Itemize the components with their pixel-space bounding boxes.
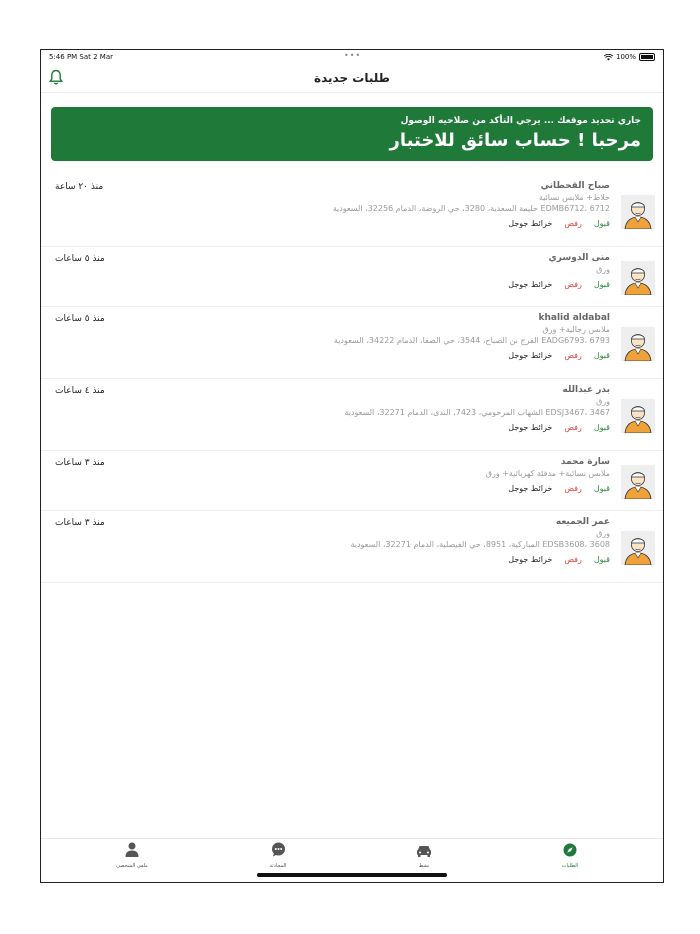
battery-percent: 100% — [615, 53, 636, 61]
reject-button[interactable]: رفض — [564, 555, 582, 564]
accept-button[interactable]: قبول — [593, 555, 610, 564]
order-info — [333, 180, 610, 228]
accept-button[interactable]: قبول — [593, 219, 610, 228]
tablet-screen — [40, 49, 664, 883]
avatar — [621, 465, 655, 499]
avatar — [621, 399, 655, 433]
accept-button[interactable]: قبول — [593, 423, 610, 432]
order-actions — [334, 351, 610, 360]
wifi-icon — [604, 54, 613, 61]
order-row[interactable] — [41, 379, 663, 451]
order-row[interactable] — [41, 247, 663, 307]
order-actions — [350, 555, 610, 564]
order-time: منذ ٣ ساعات — [55, 458, 105, 468]
order-row[interactable] — [41, 451, 663, 511]
order-time: منذ ٥ ساعات — [55, 314, 105, 324]
google-maps-button[interactable]: خرائط جوجل — [508, 423, 553, 432]
order-items: ملابس رجالية+ ورق — [542, 325, 610, 334]
avatar — [621, 261, 655, 295]
welcome-banner — [51, 107, 653, 161]
customer-name: khalid aldabal — [538, 313, 610, 323]
google-maps-button[interactable]: خرائط جوجل — [508, 280, 553, 289]
car-icon — [416, 844, 432, 857]
order-items: ملابس نسائية+ مدفئة كهربائية+ ورق — [485, 469, 610, 478]
accept-button[interactable]: قبول — [593, 280, 610, 289]
tab-orders[interactable] — [520, 842, 620, 869]
order-items: حلاط+ ملابس نسائية — [538, 193, 610, 202]
customer-name: عمر الجميعه — [555, 517, 610, 527]
order-info — [486, 456, 610, 493]
chat-icon — [271, 842, 286, 857]
customer-name: منى الدوسري — [548, 253, 610, 263]
nav-bar — [41, 64, 663, 93]
order-row[interactable] — [41, 307, 663, 379]
person-icon — [125, 842, 139, 857]
page-title: طلبات جديدة — [314, 71, 390, 85]
accept-button[interactable]: قبول — [593, 484, 610, 493]
customer-name: سارة محمد — [560, 457, 610, 467]
order-row[interactable] — [41, 511, 663, 583]
tab-active[interactable] — [374, 842, 474, 869]
status-bar — [41, 50, 663, 64]
order-actions — [508, 280, 610, 289]
order-items: ورق — [596, 529, 610, 538]
order-items: ورق — [596, 265, 610, 274]
order-time: منذ ٢٠ ساعة — [55, 182, 104, 192]
tab-label: الطلبات — [561, 863, 579, 869]
customer-name: بدر عبدالله — [562, 385, 610, 395]
battery-icon — [639, 53, 655, 61]
compass-icon — [563, 843, 577, 857]
reject-button[interactable]: رفض — [564, 484, 582, 493]
order-address: EDSJ3467، 3467 الشهاب المرحومي، 7423، الندى، الدمام 32271، السعودية — [344, 408, 610, 417]
avatar — [621, 531, 655, 565]
order-time: منذ ٣ ساعات — [55, 518, 105, 528]
multitasking-dots[interactable]: ••• — [344, 51, 362, 60]
home-indicator[interactable] — [257, 873, 447, 877]
status-right — [604, 53, 655, 61]
order-time: منذ ٥ ساعات — [55, 254, 105, 264]
accept-button[interactable]: قبول — [593, 351, 610, 360]
order-address: EDMB6712، 6712 حليمة السعدية، 3280، حي الروضة، الدمام 32256، السعودية — [332, 204, 610, 213]
google-maps-button[interactable]: خرائط جوجل — [508, 219, 553, 228]
order-address: EADG6793، 6793 الفرج بن الصباح، 3544، حي الصفا، الدمام 34222، السعودية — [333, 336, 610, 345]
order-info — [344, 384, 610, 432]
reject-button[interactable]: رفض — [564, 219, 582, 228]
tab-label: نشط — [418, 863, 430, 869]
order-row[interactable] — [41, 175, 663, 247]
avatar — [621, 195, 655, 229]
order-info — [350, 516, 610, 564]
tab-profile[interactable] — [82, 842, 182, 869]
order-items: ورق — [596, 397, 610, 406]
tab-chat[interactable] — [228, 842, 328, 869]
reject-button[interactable]: رفض — [564, 423, 582, 432]
google-maps-button[interactable]: خرائط جوجل — [508, 555, 553, 564]
order-time: منذ ٤ ساعات — [55, 386, 105, 396]
location-status-text: جاري تحديد موقعك ... يرجي التأكد من صلاحيه الوصول — [400, 116, 641, 126]
order-address: EDSB3608، 3608 المباركية، 8951، حي الفيصلية، الدمام 32271، السعودية — [350, 540, 610, 549]
customer-name: صباح القحطاني — [540, 181, 610, 191]
tab-label: ملفي الشخصي — [116, 863, 148, 869]
order-actions — [333, 219, 610, 228]
google-maps-button[interactable]: خرائط جوجل — [508, 351, 553, 360]
order-actions — [486, 484, 610, 493]
reject-button[interactable]: رفض — [564, 351, 582, 360]
tab-label: المحادثة — [269, 863, 287, 869]
orders-list — [41, 175, 663, 583]
status-time: 5:46 PM Sat 2 Mar — [49, 53, 114, 61]
order-actions — [344, 423, 610, 432]
reject-button[interactable]: رفض — [564, 280, 582, 289]
google-maps-button[interactable]: خرائط جوجل — [508, 484, 553, 493]
avatar — [621, 327, 655, 361]
order-info — [508, 252, 610, 289]
welcome-title: مرحبا ! حساب سائق للاختبار — [389, 130, 641, 151]
order-info — [334, 312, 610, 360]
